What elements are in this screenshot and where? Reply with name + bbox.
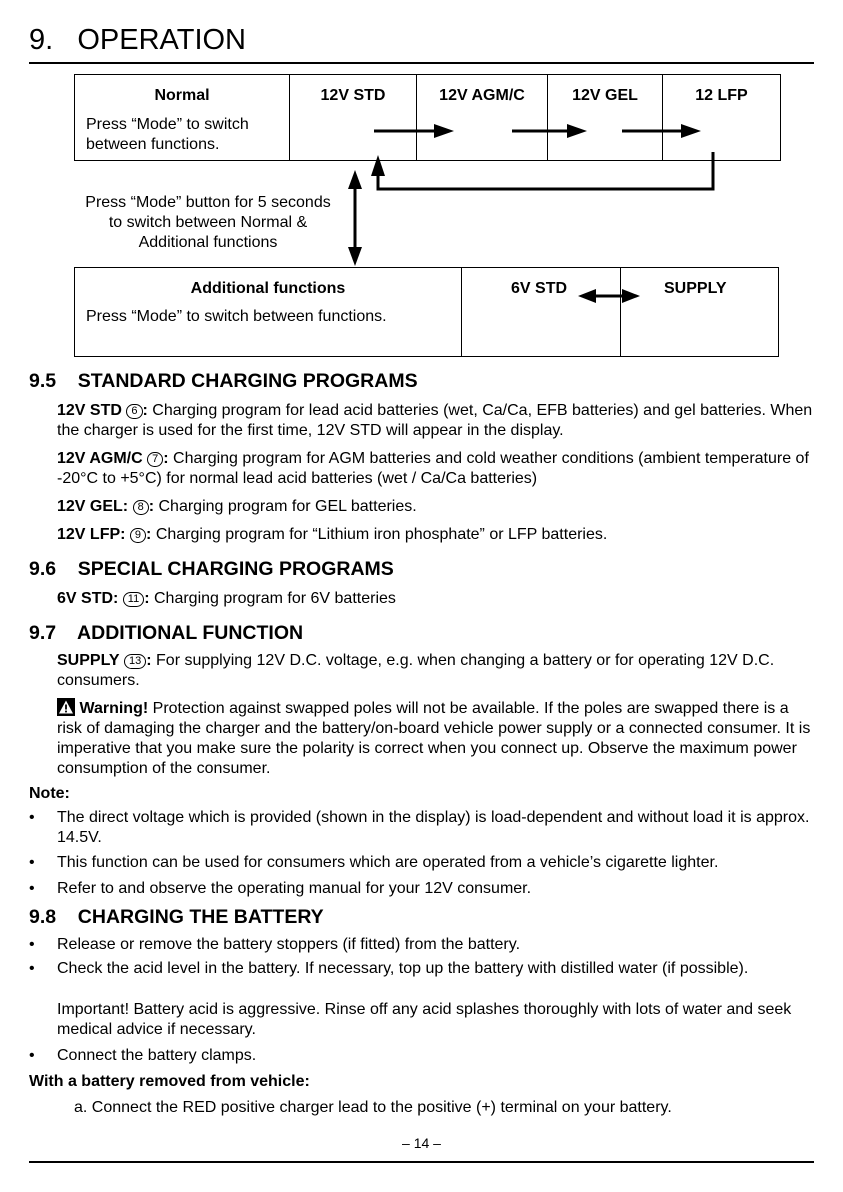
normal-heading: Normal	[154, 87, 210, 104]
page-number: – 14 –	[402, 1135, 441, 1151]
additional-heading: Additional functions	[190, 280, 346, 297]
step-a: a. Connect the RED positive charger lead to the positive (+) terminal on your battery.	[74, 1099, 672, 1116]
warning-icon	[57, 698, 75, 716]
mode-6v-std: 6V STD	[511, 280, 568, 297]
normal-instruction-line1: Press “Mode” to switch	[86, 116, 249, 133]
heading-9-8: 9.8 CHARGING THE BATTERY	[29, 906, 324, 928]
mode-12v-std: 12V STD	[320, 87, 386, 104]
mode-12-lfp: 12 LFP	[695, 87, 748, 104]
diagram-arrows	[0, 0, 843, 370]
sub-heading-battery-removed: With a battery removed from vehicle:	[29, 1073, 310, 1090]
program-12v-gel: 12V GEL: 8 : Charging program for GEL batteries.	[57, 498, 417, 515]
mode-switch-note: Press “Mode” button for 5 seconds to switch between Normal & Additional functions	[85, 194, 331, 251]
normal-instruction-line2: between functions.	[86, 136, 220, 153]
additional-instruction: Press “Mode” to switch between functions.	[86, 308, 387, 325]
mode-cycle-arrows	[348, 124, 713, 303]
heading-9-7: 9.7 ADDITIONAL FUNCTION	[29, 622, 304, 644]
heading-9-6: 9.6 SPECIAL CHARGING PROGRAMS	[29, 558, 394, 580]
note-heading: Note:	[29, 785, 70, 802]
footer-rule	[29, 1161, 814, 1163]
mode-12v-gel: 12V GEL	[572, 87, 638, 104]
program-12v-lfp: 12V LFP: 9 : Charging program for “Lithium iron phosphate” or LFP batteries.	[57, 526, 608, 543]
supply-warning: Warning! Protection against swapped poles will not be available. If the poles are swapped there is a risk of damaging the charger and the battery/on-board vehicle power supply or a connected consumer. It is imperative that you make sure the polarity is correct when you connect up. Observe the maximum power consumption of the consumer.	[57, 700, 811, 777]
heading-9-5: 9.5 STANDARD CHARGING PROGRAMS	[29, 370, 418, 392]
page-title: 9. OPERATION	[29, 24, 247, 56]
mode-supply: SUPPLY	[664, 280, 727, 297]
program-12v-agm-c: 12V AGM/C 7 : Charging program for AGM batteries and cold weather conditions (ambient temperature of -20°C to +5°C) for normal lead acid batteries (wet / Ca/Ca batteries)	[57, 450, 809, 487]
mode-12v-agm-c: 12V AGM/C	[439, 87, 525, 104]
program-6v-std: 6V STD: 11 : Charging program for 6V batteries	[57, 590, 396, 607]
program-12v-std: 12V STD 6 : Charging program for lead acid batteries (wet, Ca/Ca, EFB batteries) and gel batteries. When the charger is used for the first time, 12V STD will appear in the display.	[57, 402, 813, 439]
function-supply: SUPPLY 13 : For supplying 12V D.C. voltage, e.g. when changing a battery or for operating 12V D.C. consumers.	[57, 652, 775, 689]
